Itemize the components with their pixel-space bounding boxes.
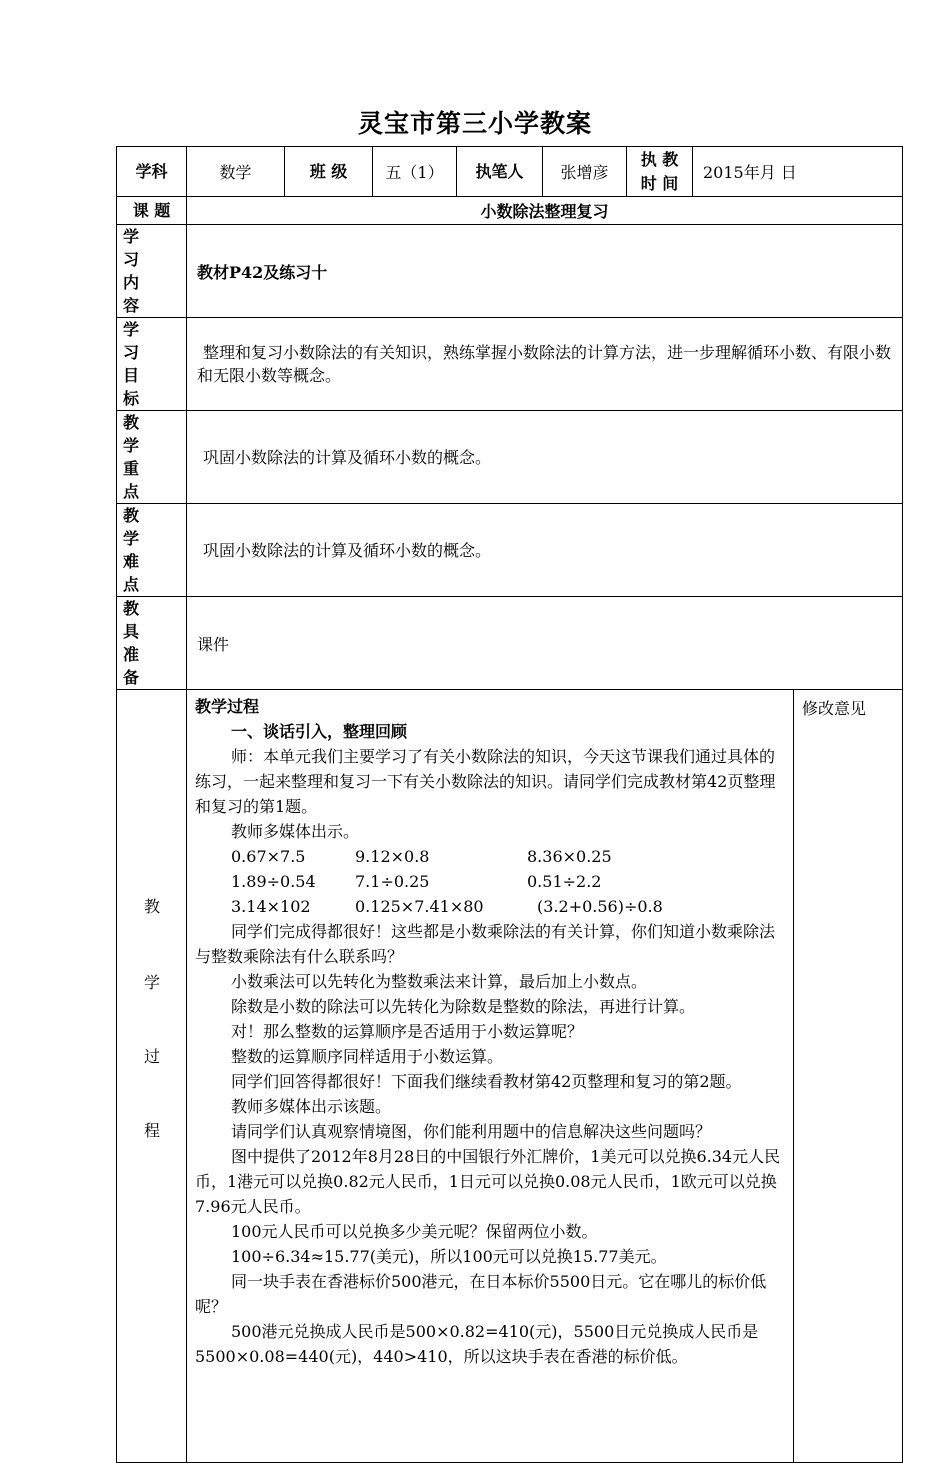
paragraph: 同学们完成得都很好！这些都是小数乘除法的有关计算，你们知道小数乘除法与整数乘除法有什么联系吗？ xyxy=(195,922,776,966)
process-side-label xyxy=(117,690,187,1463)
difficulty-label xyxy=(117,504,187,597)
topic-value: 小数除法整理复习 xyxy=(187,197,903,225)
lesson-plan-table xyxy=(116,146,903,1463)
paragraph: 100元人民币可以兑换多少美元呢？保留两位小数。 xyxy=(231,1222,598,1241)
side-char-3: 过 xyxy=(143,1047,160,1066)
paragraph: 对！那么整数的运算顺序是否适用于小数运算呢？ xyxy=(231,1022,584,1041)
paragraph: 请同学们认真观察情境图，你们能利用题中的信息解决这些问题吗？ xyxy=(231,1122,712,1141)
process-row xyxy=(117,690,903,1463)
equation: (3.2+0.56)÷0.8 xyxy=(537,897,663,916)
equation: 3.14×102 xyxy=(231,897,311,916)
equation: 0.125×7.41×80 xyxy=(355,897,484,916)
paragraph: 除数是小数的除法可以先转化为除数是整数的除法，再进行计算。 xyxy=(231,997,696,1016)
time-label-line1: 执 教 xyxy=(640,149,679,169)
content-label-line2: 内 容 xyxy=(123,273,154,315)
equation-row xyxy=(195,844,787,869)
paragraph: 同学们回答得都很好！下面我们继续看教材第42页整理和复习的第2题。 xyxy=(231,1072,742,1091)
tools-row xyxy=(117,597,903,690)
tools-label-line2: 准 备 xyxy=(123,645,154,687)
equation: 9.12×0.8 xyxy=(355,847,430,866)
content-label-line1: 学 习 xyxy=(123,227,154,269)
subject-label: 学科 xyxy=(117,147,187,197)
paragraph: 小数乘法可以先转化为整数乘法来计算，最后加上小数点。 xyxy=(231,972,648,991)
goal-label-line2: 目 标 xyxy=(123,366,154,408)
equation-row xyxy=(195,894,787,919)
difficulty-label-line1: 教 学 xyxy=(123,506,154,548)
time-value: 2015年月 日 xyxy=(693,147,903,197)
tools-label-line1: 教 具 xyxy=(123,599,154,641)
content-value: 教材P42及练习十 xyxy=(187,225,903,318)
goal-value: 整理和复习小数除法的有关知识，熟练掌握小数除法的计算方法，进一步理解循环小数、有限小数和无限小数等概念。 xyxy=(187,318,903,411)
goal-row xyxy=(117,318,903,411)
header-row xyxy=(117,147,903,197)
paragraph: 100÷6.34≈15.77(美元)，所以100元可以兑换15.77美元。 xyxy=(231,1247,667,1266)
topic-row xyxy=(117,197,903,225)
equation: 7.1÷0.25 xyxy=(355,872,430,891)
goal-label xyxy=(117,318,187,411)
difficulty-label-line2: 难 点 xyxy=(123,552,154,594)
topic-label: 课 题 xyxy=(117,197,187,225)
class-label: 班 级 xyxy=(285,147,373,197)
equation: 8.36×0.25 xyxy=(527,847,612,866)
key-point-row xyxy=(117,411,903,504)
author-label: 执笔人 xyxy=(457,147,543,197)
equation-row xyxy=(195,869,787,894)
paragraph: 师：本单元我们主要学习了有关小数除法的知识，今天这节课我们通过具体的练习，一起来整理和复习一下有关小数除法的知识。请同学们完成教材第42页整理和复习的第1题。 xyxy=(195,747,776,816)
process-content xyxy=(187,690,794,1463)
process-heading: 教学过程 xyxy=(195,697,260,716)
equation: 0.67×7.5 xyxy=(231,847,306,866)
tools-value: 课件 xyxy=(187,597,903,690)
paragraph: 整数的运算顺序同样适用于小数运算。 xyxy=(231,1047,504,1066)
goal-label-line1: 学 习 xyxy=(123,320,154,362)
document-title: 灵宝市第三小学教案 xyxy=(357,109,592,138)
paragraph: 同一块手表在香港标价500港元，在日本标价5500日元。它在哪儿的标价低呢？ xyxy=(195,1272,767,1316)
key-point-label-line2: 重 点 xyxy=(123,459,154,501)
difficulty-value: 巩固小数除法的计算及循环小数的概念。 xyxy=(187,504,903,597)
section-heading: 一、谈话引入，整理回顾 xyxy=(231,722,408,741)
paragraph: 500港元兑换成人民币是500×0.82=410(元)，5500日元兑换成人民币是5500×0.08=440(元)，440>410，所以这块手表在香港的标价低。 xyxy=(195,1322,759,1366)
revision-notes: 修改意见 xyxy=(794,690,903,1463)
paragraph: 图中提供了2012年8月28日的中国银行外汇牌价，1美元可以兑换6.34元人民币，1港元可以兑换0.82元人民币，1日元可以兑换0.08元人民币，1欧元可以兑换7.96元人民币。 xyxy=(195,1147,781,1216)
key-point-label-line1: 教 学 xyxy=(123,413,154,455)
paragraph: 教师多媒体出示该题。 xyxy=(231,1097,392,1116)
author-value: 张增彦 xyxy=(543,147,627,197)
side-char-1: 教 xyxy=(143,897,160,916)
time-label xyxy=(627,147,693,197)
class-value: 五（1） xyxy=(373,147,457,197)
equation: 0.51÷2.2 xyxy=(527,872,602,891)
equation: 1.89÷0.54 xyxy=(231,872,316,891)
side-char-4: 程 xyxy=(143,1121,160,1140)
content-label xyxy=(117,225,187,318)
side-char-2: 学 xyxy=(143,973,160,992)
paragraph: 教师多媒体出示。 xyxy=(231,822,360,841)
difficulty-row xyxy=(117,504,903,597)
time-label-line2: 时 间 xyxy=(640,173,679,193)
key-point-value: 巩固小数除法的计算及循环小数的概念。 xyxy=(187,411,903,504)
subject-value: 数学 xyxy=(187,147,285,197)
tools-label xyxy=(117,597,187,690)
key-point-label xyxy=(117,411,187,504)
content-row xyxy=(117,225,903,318)
